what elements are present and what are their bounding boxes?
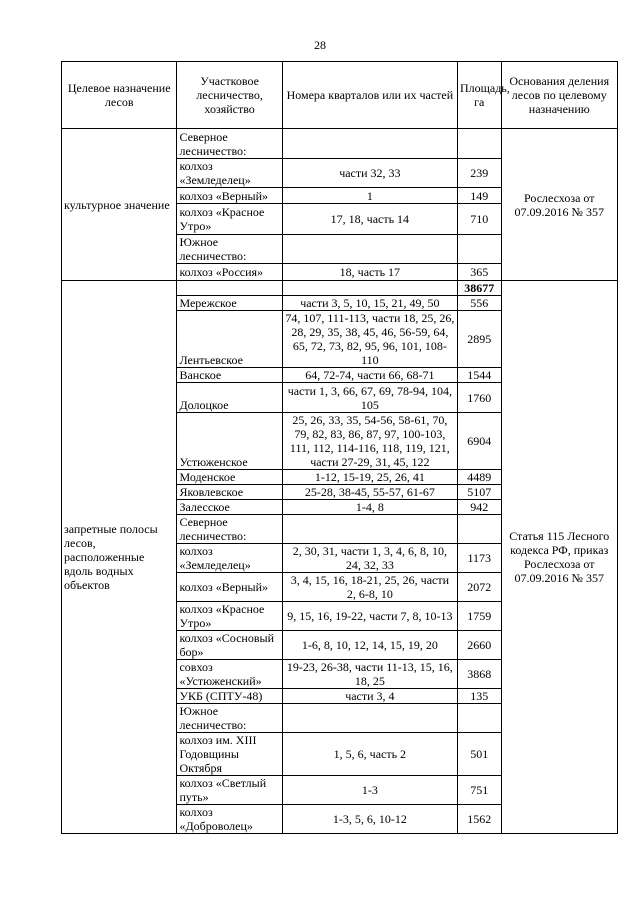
area-cell: 1760 [457,383,501,413]
unit-cell: совхоз «Устюженский» [177,660,282,689]
area-cell: 4489 [457,470,501,485]
quarters-cell: части 3, 4 [282,689,457,704]
quarters-cell: 64, 72-74, части 66, 68-71 [282,368,457,383]
area-cell: 2660 [457,631,501,660]
quarters-cell [282,235,457,264]
unit-cell: Яковлевское [177,485,282,500]
unit-cell: Ванское [177,368,282,383]
unit-cell: колхоз «Верный» [177,188,282,204]
area-cell: 149 [457,188,501,204]
quarters-cell: 25, 26, 33, 35, 54-56, 58-61, 70, 79, 82, 83, 86, 87, 97, 100-103, 111, 112, 114-116, 118, 119, 121, части 27-29, 31, 45, 122 [282,413,457,470]
quarters-cell: 17, 18, часть 14 [282,204,457,235]
unit-cell [177,281,282,296]
header-purpose: Целевое назначение лесов [62,62,177,129]
table-body [62,129,618,834]
quarters-cell: 25-28, 38-45, 55-57, 61-67 [282,485,457,500]
unit-cell: колхоз «Россия» [177,264,282,281]
header-quarters: Номера кварталов или их частей [282,62,457,129]
unit-cell: Долоцкое [177,383,282,413]
unit-cell: Мережское [177,296,282,311]
area-cell: 1562 [457,805,501,834]
table-row [62,281,618,296]
quarters-cell: 74, 107, 111-113, части 18, 25, 26, 28, 29, 35, 38, 45, 46, 56-59, 64, 65, 72, 73, 82, 95, 96, 101, 108-110 [282,311,457,368]
unit-cell: Лентьевское [177,311,282,368]
area-cell: 2072 [457,573,501,602]
quarters-cell: части 32, 33 [282,159,457,188]
quarters-cell: 3, 4, 15, 16, 18-21, 25, 26, части 2, 6-8, 10 [282,573,457,602]
header-unit: Участковое лесничество, хозяйство [177,62,282,129]
quarters-cell [282,515,457,544]
area-cell: 2895 [457,311,501,368]
quarters-cell: 2, 30, 31, части 1, 3, 4, 6, 8, 10, 24, 32, 33 [282,544,457,573]
unit-cell: Залесское [177,500,282,515]
quarters-cell: 1 [282,188,457,204]
quarters-cell: 1-3, 5, 6, 10-12 [282,805,457,834]
unit-cell: колхоз «Земледелец» [177,544,282,573]
area-cell: 1759 [457,602,501,631]
unit-cell: Моденское [177,470,282,485]
quarters-cell: 18, часть 17 [282,264,457,281]
quarters-cell [282,129,457,159]
area-cell: 751 [457,776,501,805]
area-cell: 1544 [457,368,501,383]
quarters-cell: части 3, 5, 10, 15, 21, 49, 50 [282,296,457,311]
area-cell: 3868 [457,660,501,689]
quarters-cell: 1-6, 8, 10, 12, 14, 15, 19, 20 [282,631,457,660]
area-cell: 135 [457,689,501,704]
quarters-cell: 1-4, 8 [282,500,457,515]
unit-cell: Южное лесничество: [177,235,282,264]
header-area: Площадь, га [457,62,501,129]
area-cell [457,515,501,544]
quarters-cell: 1, 5, 6, часть 2 [282,733,457,776]
quarters-cell: 1-12, 15-19, 25, 26, 41 [282,470,457,485]
table-row [62,129,618,159]
unit-cell: колхоз им. XIII Годовщины Октября [177,733,282,776]
unit-cell: колхоз «Верный» [177,573,282,602]
unit-cell: Южное лесничество: [177,704,282,733]
area-cell [457,704,501,733]
basis-cell: Рослесхоза от 07.09.2016 № 357 [501,129,617,281]
area-cell: 365 [457,264,501,281]
unit-cell: колхоз «Доброволец» [177,805,282,834]
quarters-cell: 19-23, 26-38, части 11-13, 15, 16, 18, 25 [282,660,457,689]
page-number: 28 [314,38,326,52]
area-cell: 710 [457,204,501,235]
unit-cell: колхоз «Земледелец» [177,159,282,188]
unit-cell: колхоз «Сосновый бор» [177,631,282,660]
unit-cell: колхоз «Красное Утро» [177,204,282,235]
quarters-cell: 1-3 [282,776,457,805]
basis-cell: Статья 115 Лесного кодекса РФ, приказ Рослесхоза от 07.09.2016 № 357 [501,281,617,834]
unit-cell: колхоз «Красное Утро» [177,602,282,631]
area-cell: 501 [457,733,501,776]
purpose-cell: культурное значение [62,129,177,281]
area-cell [457,129,501,159]
area-cell: 239 [457,159,501,188]
unit-cell: Северное лесничество: [177,515,282,544]
area-cell: 6904 [457,413,501,470]
quarters-cell: 9, 15, 16, 19-22, части 7, 8, 10-13 [282,602,457,631]
area-total-cell: 38677 [457,281,501,296]
header-basis: Основания деления лесов по целевому назначению [501,62,617,129]
unit-cell: УКБ (СПТУ-48) [177,689,282,704]
area-cell: 556 [457,296,501,311]
area-cell: 5107 [457,485,501,500]
quarters-cell [282,281,457,296]
unit-cell: колхоз «Светлый путь» [177,776,282,805]
area-cell: 1173 [457,544,501,573]
table-header-row [62,62,618,129]
purpose-cell: запретные полосы лесов, расположенные вдоль водных объектов [62,281,177,834]
area-cell: 942 [457,500,501,515]
quarters-cell [282,704,457,733]
forest-purpose-table [61,61,618,834]
unit-cell: Северное лесничество: [177,129,282,159]
unit-cell: Устюженское [177,413,282,470]
quarters-cell: части 1, 3, 66, 67, 69, 78-94, 104, 105 [282,383,457,413]
area-cell [457,235,501,264]
